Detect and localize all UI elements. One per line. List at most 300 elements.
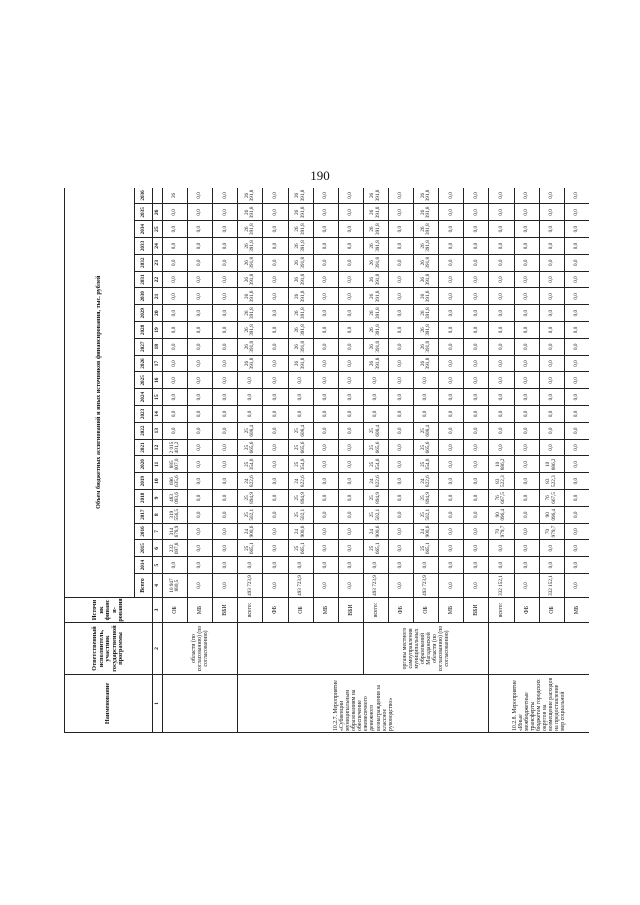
cell-value: 0,0 [288, 406, 313, 423]
cell-value: 0,0 [564, 456, 589, 473]
cell-value: 0,0 [388, 456, 413, 473]
cell-total: 10 947 880,5 [163, 574, 188, 598]
cell-value: 25 665,6 [414, 439, 439, 456]
cell-value: 0,0 [489, 188, 514, 204]
cell-value: 0,0 [163, 271, 188, 288]
cell-value: 0,0 [338, 422, 363, 439]
cell-value: 25 894,9 [288, 490, 313, 507]
cell-value: 0,0 [514, 473, 539, 490]
cell-value: 0,0 [564, 238, 589, 255]
column-number: 2 [153, 623, 163, 675]
table-row [363, 188, 388, 733]
cell-value: 0,0 [313, 305, 338, 322]
cell-value: 0,0 [213, 271, 238, 288]
cell-value: 0,0 [489, 288, 514, 305]
cell-value: 76 667,5 [489, 490, 514, 507]
row-executor [489, 623, 589, 675]
cell-value: 0,0 [188, 473, 213, 490]
cell-value: 26 391,8 [288, 305, 313, 322]
cell-value: 0,0 [514, 188, 539, 204]
column-number: 1 [153, 675, 163, 733]
cell-value: 0,0 [564, 305, 589, 322]
cell-value: 0,0 [313, 490, 338, 507]
cell-value: 0,0 [388, 322, 413, 339]
cell-value: 0,0 [263, 254, 288, 271]
cell-value: 0,0 [263, 204, 288, 221]
cell-value: 0,0 [464, 238, 489, 255]
cell-value: 0,0 [363, 557, 388, 574]
cell-value: 0,0 [539, 271, 564, 288]
cell-value: 0,0 [439, 557, 464, 574]
cell-value: 0,0 [439, 523, 464, 540]
cell-value: 0,0 [439, 506, 464, 523]
cell-value: 70 979,7 [489, 523, 514, 540]
cell-value: 25 608,4 [414, 422, 439, 439]
cell-value: 314 678,9 [163, 523, 188, 540]
cell-value: 0,0 [388, 188, 413, 204]
cell-value: 0,0 [489, 221, 514, 238]
cell-value: 0,0 [213, 406, 238, 423]
cell-value: 0,0 [313, 473, 338, 490]
cell-value: 0,0 [338, 473, 363, 490]
cell-value: 26 391,8 [288, 288, 313, 305]
cell-value: 0,0 [489, 254, 514, 271]
cell-value: 26 391,8 [414, 288, 439, 305]
cell-value: 0,0 [514, 271, 539, 288]
cell-total: 0,0 [514, 574, 539, 598]
cell-value: 0,0 [388, 305, 413, 322]
cell-value: 0,0 [388, 557, 413, 574]
cell-value: 25 354,8 [414, 456, 439, 473]
cell-value: 25 354,8 [238, 456, 263, 473]
cell-value: 26 391,8 [238, 271, 263, 288]
cell-value: 0,0 [564, 254, 589, 271]
cell-value: 0,0 [313, 204, 338, 221]
cell-value: 0,0 [464, 473, 489, 490]
cell-value: 0,0 [363, 372, 388, 389]
cell-value: 0,0 [388, 288, 413, 305]
cell-value: 25 665,6 [288, 439, 313, 456]
cell-value: 24 822,6 [288, 473, 313, 490]
cell-value: 0,0 [514, 338, 539, 355]
cell-value: 26 391,8 [288, 355, 313, 372]
cell-value: 0,0 [213, 322, 238, 339]
cell-value: 26 391,8 [288, 238, 313, 255]
cell-value: 25 502,1 [238, 506, 263, 523]
cell-value: 0,0 [439, 406, 464, 423]
cell-value: 0,0 [338, 305, 363, 322]
cell-value: 0,0 [263, 473, 288, 490]
cell-value: 0,0 [338, 338, 363, 355]
cell-value: 0,0 [489, 557, 514, 574]
cell-value: 0,0 [338, 254, 363, 271]
cell-value: 0,0 [539, 305, 564, 322]
cell-value: 26 391,8 [414, 188, 439, 204]
cell-value: 25 502,1 [363, 506, 388, 523]
cell-value: 0,0 [163, 288, 188, 305]
cell-value: 0,0 [564, 389, 589, 406]
cell-value: 0,0 [539, 540, 564, 557]
cell-value: 0,0 [188, 355, 213, 372]
cell-value: 0,0 [439, 540, 464, 557]
cell-value: 83 522,3 [489, 473, 514, 490]
cell-value: 0,0 [388, 221, 413, 238]
cell-value: 0,0 [539, 422, 564, 439]
row-executor: области (по согласованию) (по согласованию) [163, 623, 238, 675]
row-source: ОБ [539, 598, 564, 623]
cell-value: 25 502,1 [414, 506, 439, 523]
header-year: 2015 [135, 540, 153, 557]
cell-value: 0,0 [464, 506, 489, 523]
cell-value: 0,0 [564, 322, 589, 339]
cell-value: 26 391,8 [363, 305, 388, 322]
cell-value: 0,0 [288, 389, 313, 406]
cell-value: 0,0 [188, 288, 213, 305]
cell-value: 0,0 [188, 322, 213, 339]
cell-value: 26 391,8 [414, 271, 439, 288]
cell-value: 24 822,6 [238, 473, 263, 490]
cell-value: 0,0 [263, 506, 288, 523]
cell-value: 0,0 [213, 439, 238, 456]
cell-value: 10 886,2 [489, 456, 514, 473]
header-funding-title: Объем бюджетных ассигнований и иных источников финансирования, тыс. рублей [65, 188, 135, 598]
row-name: 10.2.8. Мероприятие «Иные межбюджетные трансферты бюджетам городских округов на возмещение расходов на предоставление мер социальной [489, 675, 589, 733]
cell-value: 0,0 [514, 422, 539, 439]
cell-value: 25 894,9 [238, 490, 263, 507]
cell-value: 0,0 [263, 557, 288, 574]
cell-value: 0,0 [439, 221, 464, 238]
cell-value: 0,0 [564, 355, 589, 372]
cell-value: 0,0 [288, 372, 313, 389]
cell-value: 0,0 [313, 254, 338, 271]
row-name: 10.2.7. Мероприятие «Субвенции муниципальным образованиям на обеспечение ежемесячного денежного вознаграждения за классное руководство» [238, 675, 489, 733]
cell-value: 0,0 [163, 322, 188, 339]
cell-value: 0,0 [439, 372, 464, 389]
header-year: 2028 [135, 322, 153, 339]
cell-value: 90 096,4 [539, 506, 564, 523]
cell-value: 0,0 [464, 254, 489, 271]
cell-value: 0,0 [514, 254, 539, 271]
cell-value: 0,0 [564, 439, 589, 456]
row-source: всего: [238, 598, 263, 623]
table-body [163, 188, 590, 733]
cell-value: 0,0 [338, 355, 363, 372]
cell-value: 26 391,8 [238, 238, 263, 255]
row-source: ОБ [163, 598, 188, 623]
cell-value: 26 [163, 188, 188, 204]
cell-value: 0,0 [313, 540, 338, 557]
cell-value: 0,0 [514, 523, 539, 540]
cell-value: 0,0 [263, 338, 288, 355]
cell-value: 0,0 [388, 271, 413, 288]
cell-value: 0,0 [414, 406, 439, 423]
cell-value: 25 665,6 [363, 439, 388, 456]
cell-value: 0,0 [464, 188, 489, 204]
cell-value: 0,0 [263, 372, 288, 389]
cell-value: 0,0 [564, 473, 589, 490]
cell-value: 25 665,1 [288, 540, 313, 557]
cell-value: 0,0 [564, 557, 589, 574]
cell-value: 0,0 [263, 305, 288, 322]
cell-value: 0,0 [464, 355, 489, 372]
cell-value: 0,0 [313, 506, 338, 523]
table-row [489, 188, 514, 733]
cell-value: 0,0 [514, 406, 539, 423]
cell-total: 493 723,9 [414, 574, 439, 598]
cell-value: 0,0 [263, 406, 288, 423]
cell-value: 0,0 [338, 439, 363, 456]
column-number: 15 [153, 389, 163, 406]
cell-value: 0,0 [514, 238, 539, 255]
cell-value: 0,0 [163, 305, 188, 322]
cell-value: 0,0 [338, 406, 363, 423]
cell-value: 26 391,8 [414, 238, 439, 255]
cell-value: 26 391,8 [238, 221, 263, 238]
cell-value: 24 822,6 [414, 473, 439, 490]
cell-value: 26 391,8 [363, 254, 388, 271]
cell-value: 0,0 [388, 473, 413, 490]
cell-value: 0,0 [464, 221, 489, 238]
cell-value: 26 391,8 [414, 221, 439, 238]
cell-value: 0,0 [564, 271, 589, 288]
cell-value: 0,0 [539, 221, 564, 238]
header-year: 2022 [135, 422, 153, 439]
cell-value: 0,0 [338, 188, 363, 204]
column-number: 11 [153, 456, 163, 473]
cell-value: 0,0 [163, 338, 188, 355]
cell-value: 0,0 [439, 254, 464, 271]
cell-value: 0,0 [188, 490, 213, 507]
cell-total: 332 152,1 [539, 574, 564, 598]
header-year: 2036 [135, 188, 153, 204]
cell-value: 0,0 [213, 389, 238, 406]
cell-value: 0,0 [213, 422, 238, 439]
cell-value: 0,0 [188, 506, 213, 523]
cell-value: 0,0 [263, 456, 288, 473]
cell-value: 0,0 [313, 288, 338, 305]
header-year: 2033 [135, 238, 153, 255]
cell-value: 0,0 [514, 372, 539, 389]
cell-value: 0,0 [363, 406, 388, 423]
cell-value: 0,0 [338, 523, 363, 540]
row-executor [238, 623, 364, 675]
column-number: 19 [153, 322, 163, 339]
row-source: МБ [439, 598, 464, 623]
cell-value: 0,0 [489, 540, 514, 557]
cell-value: 24 900,6 [414, 523, 439, 540]
column-number: 3 [153, 598, 163, 623]
cell-value: 0,0 [263, 238, 288, 255]
cell-value: 25 502,1 [288, 506, 313, 523]
cell-value: 0,0 [213, 238, 238, 255]
cell-value: 25 665,1 [363, 540, 388, 557]
cell-total: 0,0 [313, 574, 338, 598]
cell-value: 0,0 [514, 221, 539, 238]
cell-value: 0,0 [464, 288, 489, 305]
column-number: 8 [153, 506, 163, 523]
cell-value: 0,0 [439, 355, 464, 372]
cell-value: 0,0 [564, 506, 589, 523]
cell-value: 0,0 [213, 523, 238, 540]
row-name [163, 675, 238, 733]
cell-value: 26 391,8 [363, 322, 388, 339]
cell-value: 0,0 [238, 389, 263, 406]
cell-value: 25 665,6 [238, 439, 263, 456]
cell-value: 0,0 [338, 506, 363, 523]
header-year: 2035 [135, 204, 153, 221]
cell-value: 0,0 [489, 204, 514, 221]
cell-value: 0,0 [163, 204, 188, 221]
cell-value: 25 894,9 [363, 490, 388, 507]
cell-value: 24 900,6 [363, 523, 388, 540]
column-number: 7 [153, 523, 163, 540]
column-number: 18 [153, 338, 163, 355]
cell-value: 0,0 [388, 355, 413, 372]
cell-value: 25 608,4 [288, 422, 313, 439]
cell-value: 0,0 [188, 271, 213, 288]
cell-value: 0,0 [564, 540, 589, 557]
cell-value: 0,0 [514, 305, 539, 322]
cell-value: 26 391,8 [288, 254, 313, 271]
cell-value: 0,0 [388, 439, 413, 456]
cell-value: 0,0 [439, 271, 464, 288]
cell-value: 0,0 [439, 188, 464, 204]
header-name: Наименование [65, 675, 153, 733]
header-year: 2030 [135, 288, 153, 305]
cell-value: 0,0 [514, 288, 539, 305]
cell-value: 0,0 [539, 288, 564, 305]
cell-value: 0,0 [388, 204, 413, 221]
cell-value: 0,0 [414, 372, 439, 389]
header-year: 2027 [135, 338, 153, 355]
cell-value: 0,0 [338, 557, 363, 574]
cell-value: 696 635,6 [163, 473, 188, 490]
cell-value: 0,0 [464, 523, 489, 540]
cell-value: 24 900,6 [288, 523, 313, 540]
cell-value: 83 522,3 [539, 473, 564, 490]
row-source: ФБ [388, 598, 413, 623]
row-source: ФБ [514, 598, 539, 623]
row-source: ВБИ [464, 598, 489, 623]
cell-value: 26 391,8 [414, 254, 439, 271]
cell-value: 0,0 [313, 406, 338, 423]
cell-value: 0,0 [213, 288, 238, 305]
cell-value: 0,0 [539, 188, 564, 204]
cell-value: 26 391,8 [363, 204, 388, 221]
cell-value: 0,0 [489, 338, 514, 355]
cell-value: 0,0 [489, 305, 514, 322]
cell-value: 0,0 [163, 355, 188, 372]
cell-value: 0,0 [439, 204, 464, 221]
header-year: 2023 [135, 406, 153, 423]
cell-value: 26 391,8 [288, 204, 313, 221]
cell-value: 0,0 [188, 238, 213, 255]
cell-value: 0,0 [464, 389, 489, 406]
cell-value: 0,0 [338, 271, 363, 288]
cell-value: 0,0 [464, 456, 489, 473]
cell-value: 26 391,8 [414, 204, 439, 221]
cell-value: 0,0 [439, 439, 464, 456]
cell-value: 0,0 [188, 422, 213, 439]
cell-value: 24 822,6 [363, 473, 388, 490]
cell-value: 0,0 [263, 540, 288, 557]
cell-value: 0,0 [539, 322, 564, 339]
header-executor: Ответственный исполнитель, участник государственной программы [65, 623, 153, 675]
cell-value: 0,0 [539, 254, 564, 271]
cell-value: 0,0 [539, 439, 564, 456]
cell-value: 0,0 [213, 355, 238, 372]
cell-value: 26 391,8 [288, 271, 313, 288]
table-row [238, 188, 263, 733]
cell-value: 0,0 [564, 204, 589, 221]
header-year: 2014 [135, 557, 153, 574]
cell-value: 0,0 [388, 254, 413, 271]
cell-value: 90 096,4 [489, 506, 514, 523]
cell-value: 26 391,8 [238, 254, 263, 271]
cell-value: 26 391,8 [238, 288, 263, 305]
cell-value: 0,0 [564, 490, 589, 507]
cell-value: 0,0 [213, 473, 238, 490]
cell-value: 0,0 [514, 540, 539, 557]
cell-value: 0,0 [338, 389, 363, 406]
cell-value: 0,0 [238, 372, 263, 389]
cell-value: 0,0 [188, 456, 213, 473]
cell-value: 0,0 [414, 557, 439, 574]
cell-value: 0,0 [238, 406, 263, 423]
cell-value: 0,0 [188, 439, 213, 456]
table-rotator [64, 188, 589, 733]
cell-value: 26 391,8 [363, 188, 388, 204]
cell-value: 0,0 [514, 322, 539, 339]
cell-value: 0,0 [263, 422, 288, 439]
cell-value: 0,0 [489, 389, 514, 406]
cell-value: 0,0 [388, 338, 413, 355]
cell-value: 26 391,8 [363, 355, 388, 372]
row-source: МБ [188, 598, 213, 623]
cell-value: 0,0 [238, 557, 263, 574]
cell-value: 0,0 [564, 422, 589, 439]
cell-value: 0,0 [464, 271, 489, 288]
cell-value: 0,0 [263, 389, 288, 406]
cell-total: 0,0 [564, 574, 589, 598]
cell-value: 0,0 [213, 221, 238, 238]
cell-value: 26 391,8 [238, 305, 263, 322]
cell-value: 0,0 [464, 204, 489, 221]
cell-value: 0,0 [464, 372, 489, 389]
cell-value: 0,0 [539, 355, 564, 372]
cell-value: 0,0 [414, 389, 439, 406]
cell-value: 0,0 [263, 288, 288, 305]
cell-value: 0,0 [313, 422, 338, 439]
column-number: 25 [153, 221, 163, 238]
column-number: 5 [153, 557, 163, 574]
cell-value: 0,0 [539, 204, 564, 221]
header-year: 2016 [135, 523, 153, 540]
cell-value: 0,0 [464, 557, 489, 574]
column-number: 13 [153, 422, 163, 439]
cell-value: 0,0 [313, 557, 338, 574]
cell-value: 0,0 [388, 490, 413, 507]
cell-value: 0,0 [439, 456, 464, 473]
column-number: 14 [153, 406, 163, 423]
cell-value: 0,0 [388, 372, 413, 389]
header-year: 2032 [135, 254, 153, 271]
cell-value: 0,0 [313, 338, 338, 355]
cell-value: 885 007,0 [163, 456, 188, 473]
cell-value: 0,0 [313, 271, 338, 288]
cell-value: 0,0 [539, 557, 564, 574]
cell-value: 0,0 [338, 372, 363, 389]
